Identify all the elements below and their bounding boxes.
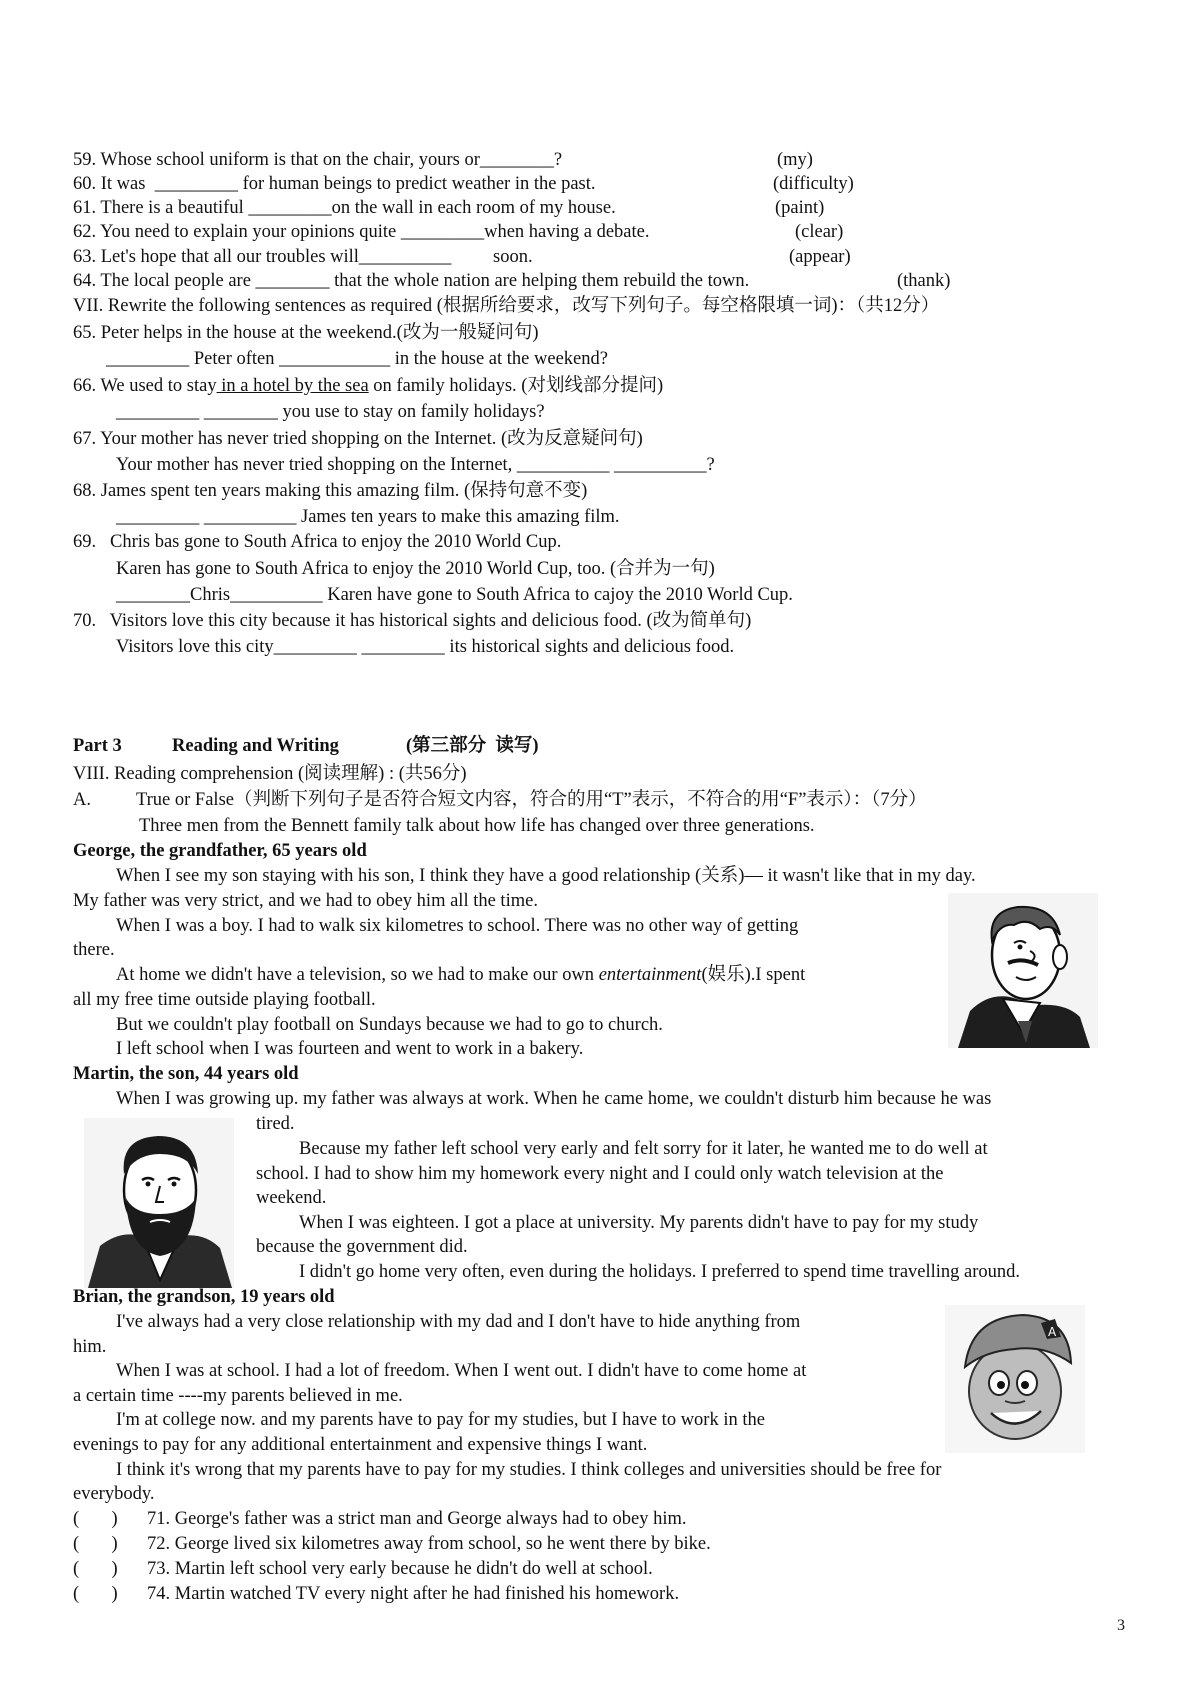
george-line-2: My father was very strict, and we had to obey him all the time. — [73, 891, 538, 911]
george-line-8: I left school when I was fourteen and went to work in a bakery. — [116, 1039, 584, 1059]
vi-hint-62: (clear) — [795, 222, 844, 242]
question-71-answer-box[interactable]: ( ) — [73, 1509, 118, 1529]
vii-q70-prompt: 70. Visitors love this city because it has historical sights and delicious food. (改为简单句) — [73, 611, 752, 631]
george-ent-post: (娱乐).I spent — [701, 965, 806, 985]
vii-q66-answer: _________ ________ you use to stay on family holidays? — [116, 402, 545, 422]
martin-line-5: weekend. — [256, 1188, 327, 1208]
vii-q69-prompt: 69. Chris bas gone to South Africa to enjoy the 2010 World Cup. — [73, 532, 562, 552]
vii-heading: VII. Rewrite the following sentences as required (根据所给要求，改写下列句子。每空格限填一词)：（共12分） — [73, 296, 940, 316]
vii-q70-answer: Visitors love this city_________ _________ its historical sights and delicious food. — [116, 637, 735, 657]
martin-line-4: school. I had to show him my homework every night and I could only watch television at the — [256, 1164, 944, 1184]
brian-line-1: I've always had a very close relationship with my dad and I don't have to hide anything from — [116, 1312, 801, 1332]
grandfather-portrait-image — [948, 893, 1098, 1048]
part3-title: Reading and Writing — [172, 736, 339, 756]
brian-line-4: a certain time ----my parents believed in me. — [73, 1386, 403, 1406]
brian-line-8: everybody. — [73, 1484, 155, 1504]
vii-q66-prompt — [73, 374, 663, 398]
brian-line-2: him. — [73, 1337, 107, 1357]
vi-item-63: 63. Let's hope that all our troubles will__________ soon. — [73, 247, 533, 267]
martin-line-1: When I was growing up. my father was always at work. When he came home, we couldn't disturb him because he was — [116, 1089, 992, 1109]
vi-item-64: 64. The local people are ________ that the whole nation are helping them rebuild the town. — [73, 271, 750, 291]
viii-heading: VIII. Reading comprehension (阅读理解) : (共56分) — [73, 764, 467, 784]
vii-q65-prompt: 65. Peter helps in the house at the weekend.(改为一般疑问句) — [73, 323, 539, 343]
vii-q67-prompt: 67. Your mother has never tried shopping on the Internet. (改为反意疑问句) — [73, 429, 643, 449]
viii-intro: Three men from the Bennett family talk about how life has changed over three generations. — [139, 816, 815, 836]
vi-hint-61: (paint) — [775, 198, 825, 218]
part3-label: Part 3 — [73, 736, 122, 756]
question-74-answer-box[interactable]: ( ) — [73, 1584, 118, 1604]
part3-cn: (第三部分 读写) — [406, 736, 539, 756]
brian-heading: Brian, the grandson, 19 years old — [73, 1287, 335, 1307]
brian-line-6: evenings to pay for any additional entertainment and expensive things I want. — [73, 1435, 648, 1455]
martin-line-6: When I was eighteen. I got a place at university. My parents didn't have to pay for my study — [299, 1213, 979, 1233]
george-line-5 — [116, 963, 805, 987]
question-73: 73. Martin left school very early because he didn't do well at school. — [147, 1559, 653, 1579]
vi-hint-64: (thank) — [897, 271, 951, 291]
vii-q68-prompt: 68. James spent ten years making this amazing film. (保持句意不变) — [73, 481, 588, 501]
son-portrait-image — [84, 1118, 234, 1288]
vii-q69-answer: ________Chris__________ Karen have gone to South Africa to cajoy the 2010 World Cup. — [116, 585, 793, 605]
q66-underlined-part: in a hotel by the sea — [216, 376, 369, 396]
george-ent-pre: At home we didn't have a television, so we had to make our own — [116, 965, 599, 985]
brian-line-3: When I was at school. I had a lot of freedom. When I went out. I didn't have to come home at — [116, 1361, 807, 1381]
question-71: 71. George's father was a strict man and George always had to obey him. — [147, 1509, 687, 1529]
vii-q69-prompt-2: Karen has gone to South Africa to enjoy the 2010 World Cup, too. (合并为一句) — [116, 559, 715, 579]
viii-a-instruction: True or False（判断下列句子是否符合短文内容，符合的用“T”表示，不符合的用“F”表示）：（7分） — [136, 790, 927, 810]
martin-line-2: tired. — [256, 1114, 295, 1134]
vi-item-62: 62. You need to explain your opinions quite _________when having a debate. — [73, 222, 650, 242]
svg-text:A: A — [1048, 1325, 1057, 1339]
martin-heading: Martin, the son, 44 years old — [73, 1064, 299, 1084]
george-line-4: there. — [73, 940, 115, 960]
vi-item-59: 59. Whose school uniform is that on the chair, yours or________? — [73, 150, 563, 170]
question-74: 74. Martin watched TV every night after he had finished his homework. — [147, 1584, 680, 1604]
vi-item-61: 61. There is a beautiful _________on the wall in each room of my house. — [73, 198, 616, 218]
george-line-1: When I see my son staying with his son, I think they have a good relationship (关系)— it wasn't like that in my day. — [116, 866, 976, 886]
george-line-3: When I was a boy. I had to walk six kilometres to school. There was no other way of getting — [116, 916, 799, 936]
grandson-portrait-image — [945, 1305, 1085, 1453]
vii-q67-answer: Your mother has never tried shopping on the Internet, __________ __________? — [116, 455, 715, 475]
vi-hint-59: (my) — [777, 150, 813, 170]
question-73-answer-box[interactable]: ( ) — [73, 1559, 118, 1579]
george-line-6: all my free time outside playing football. — [73, 990, 376, 1010]
brian-line-5: I'm at college now. and my parents have to pay for my studies, but I have to work in the — [116, 1410, 765, 1430]
martin-line-3: Because my father left school very early and felt sorry for it later, he wanted me to do well at — [299, 1139, 988, 1159]
viii-a-label: A. — [73, 790, 91, 810]
vi-hint-63: (appear) — [789, 247, 851, 267]
martin-line-8: I didn't go home very often, even during the holidays. I preferred to spend time travelling around. — [299, 1262, 1021, 1282]
martin-line-7: because the government did. — [256, 1237, 468, 1257]
vi-item-60: 60. It was _________ for human beings to predict weather in the past. — [73, 174, 596, 194]
george-line-7: But we couldn't play football on Sundays because we had to go to church. — [116, 1015, 663, 1035]
page-number: 3 — [1117, 1617, 1125, 1634]
vii-q68-answer: _________ __________ James ten years to make this amazing film. — [116, 507, 620, 527]
george-ent-word: entertainment — [598, 965, 702, 985]
q66-pre: 66. We used to stay — [73, 376, 217, 396]
question-72-answer-box[interactable]: ( ) — [73, 1534, 118, 1554]
george-heading: George, the grandfather, 65 years old — [73, 841, 367, 861]
question-72: 72. George lived six kilometres away from school, so he went there by bike. — [147, 1534, 711, 1554]
q66-post: on family holidays. (对划线部分提问) — [368, 376, 664, 396]
brian-line-7: I think it's wrong that my parents have to pay for my studies. I think colleges and universities should be free for — [116, 1460, 942, 1480]
vii-q65-answer: _________ Peter often ____________ in the house at the weekend? — [106, 349, 608, 369]
vi-hint-60: (difficulty) — [773, 174, 854, 194]
